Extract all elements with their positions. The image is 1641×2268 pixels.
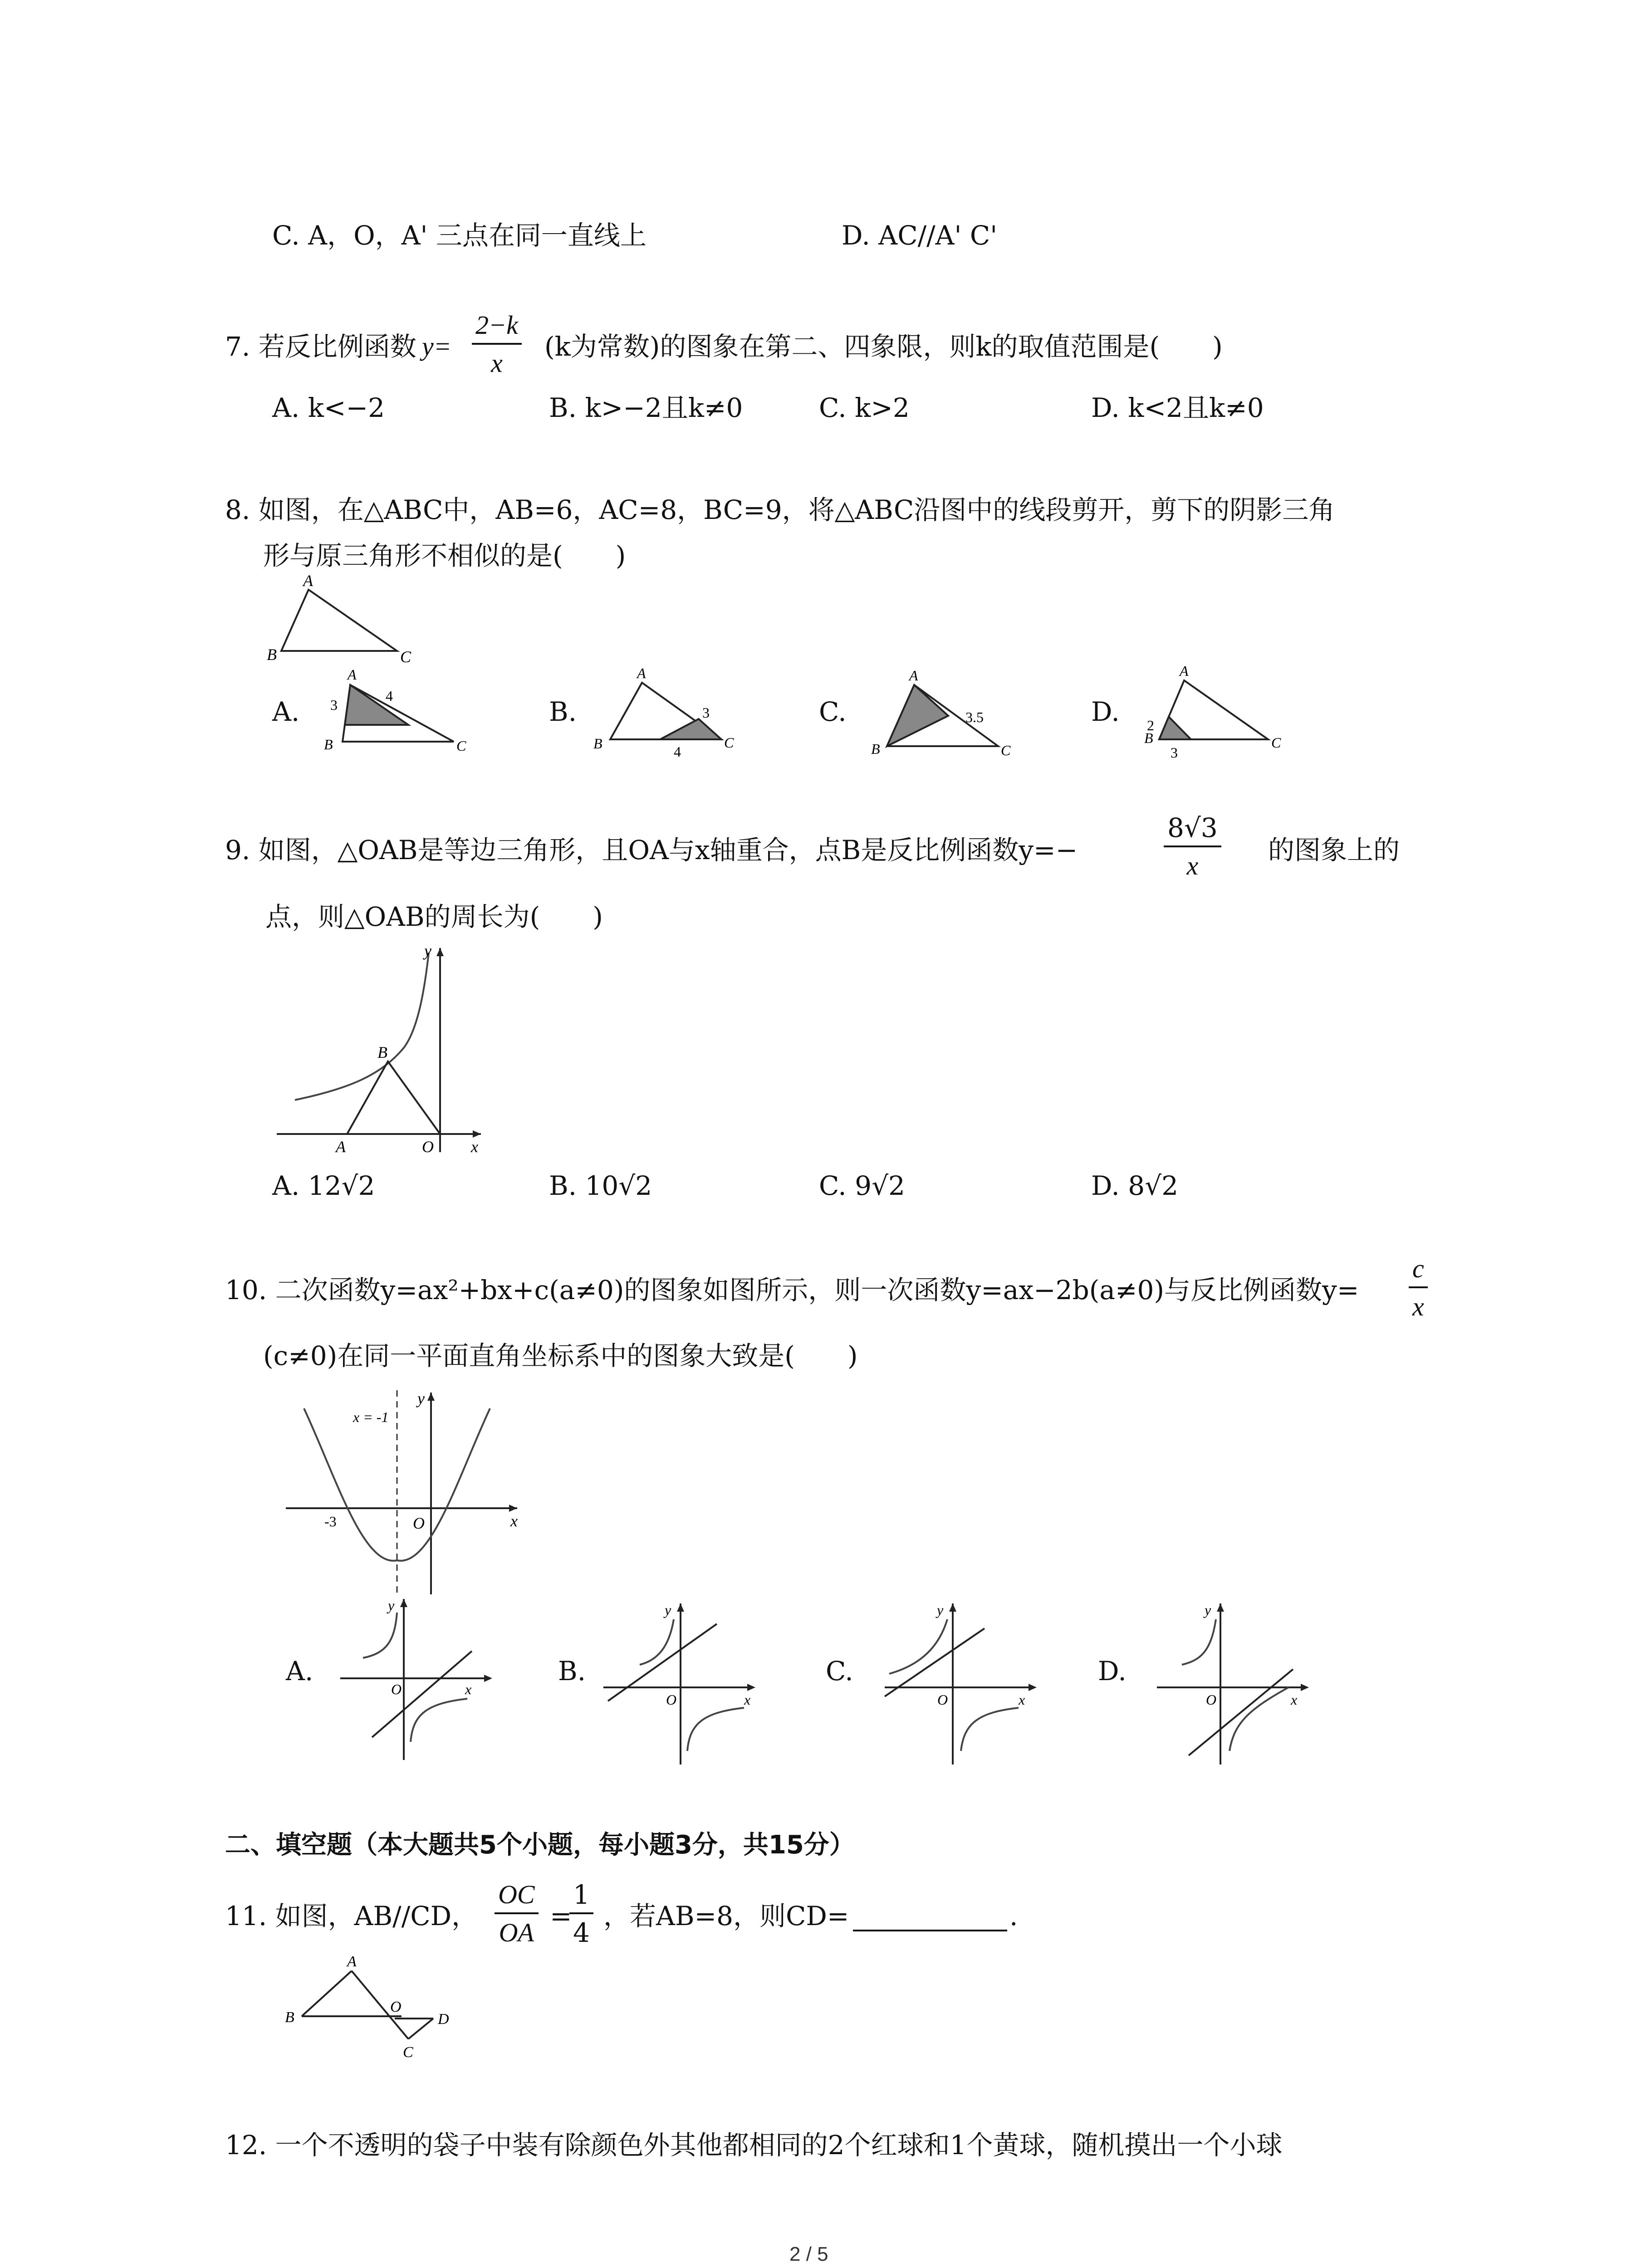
q9-label-o: O <box>422 1138 434 1156</box>
q6-option-d: D. AC//A' C' <box>842 220 998 251</box>
q9-fraction <box>1164 812 1221 880</box>
q11-label-d: D <box>438 2011 449 2028</box>
q8-d-num-3: 3 <box>1171 744 1178 761</box>
q10-stem-a: 10. 二次函数y=ax²+bx+c(a≠0)的图象如图所示，则一次函数y=ax−2b(a≠0)与反比例函数y= <box>225 1275 1359 1305</box>
q10-a-label-x: x <box>465 1681 472 1697</box>
q8-c-num-35: 3.5 <box>965 709 984 725</box>
q10-d-label-x: x <box>1291 1691 1298 1708</box>
q11-figure <box>281 1946 472 2064</box>
q7-stem-y: y= <box>422 332 451 361</box>
q8-label-b: B <box>267 645 277 664</box>
q10-c-label-x: x <box>1019 1691 1025 1708</box>
q8-option-a-figure <box>318 667 472 762</box>
q11-frac1-num: OC <box>495 1882 539 1914</box>
section2-title: 二、填空题（本大题共5个小题，每小题3分，共15分） <box>225 1830 855 1860</box>
q8-b-num-4: 4 <box>674 743 681 760</box>
q8-option-a-label: A. <box>272 696 300 727</box>
q7-fraction <box>472 312 522 376</box>
q8-option-c-label: C. <box>819 696 847 727</box>
q10-label-y: y <box>417 1389 425 1408</box>
q10-label-neg3: -3 <box>324 1513 337 1530</box>
q11-stem-a: 11. 如图，AB//CD， <box>225 1901 478 1931</box>
q9-frac-num: 8√3 <box>1164 815 1221 847</box>
q8-a-num-3: 3 <box>330 697 338 713</box>
q8-a-label-c: C <box>456 738 466 754</box>
q9-stem-line2: 点，则△OAB的周长为( ) <box>265 901 603 932</box>
q7-option-b: B. k>−2且k≠0 <box>549 392 743 423</box>
q8-c-label-c: C <box>1001 742 1011 758</box>
q10-a-label-y: y <box>388 1597 395 1613</box>
q8-a-label-b: B <box>324 736 333 753</box>
q11-answer-blank[interactable] <box>853 1929 1007 1931</box>
q10-label-x: x <box>510 1512 518 1530</box>
q11-fraction-1 <box>495 1882 539 1946</box>
q7-option-a: A. k<−2 <box>272 392 385 423</box>
q9-option-d: D. 8√2 <box>1091 1170 1179 1201</box>
q8-d-num-2: 2 <box>1147 717 1154 733</box>
q11-fraction-2 <box>569 1879 593 1948</box>
q8-option-d-figure <box>1134 662 1302 762</box>
q9-label-b: B <box>377 1043 387 1061</box>
q9-option-b: B. 10√2 <box>549 1170 652 1201</box>
q10-option-c-figure <box>880 1597 1053 1769</box>
q8-d-label-b: B <box>1144 730 1153 746</box>
q8-main-triangle-figure <box>259 572 422 667</box>
q10-fraction <box>1409 1256 1428 1320</box>
q11-label-b: B <box>285 2009 294 2026</box>
q6-option-c: C. A，O，A' 三点在同一直线上 <box>272 220 647 251</box>
q10-b-label-o: O <box>666 1691 677 1708</box>
q10-c-label-o: O <box>937 1691 948 1708</box>
page-number: 2 / 5 <box>789 2243 828 2265</box>
q10-label-axis: x = -1 <box>353 1409 389 1425</box>
q10-frac-num: c <box>1409 1256 1428 1288</box>
q12-stem-line1: 12. 一个不透明的袋子中装有除颜色外其他都相同的2个红球和1个黄球，随机摸出一个小球 <box>225 2130 1283 2160</box>
q10-option-d-label: D. <box>1098 1656 1127 1686</box>
q8-label-c: C <box>400 648 411 666</box>
q8-b-label-b: B <box>593 735 603 752</box>
q10-b-label-y: y <box>665 1602 671 1618</box>
q9-stem-a: 9. 如图，△OAB是等边三角形，且OA与x轴重合，点B是反比例函数y=− <box>225 835 1078 865</box>
q10-label-o: O <box>413 1514 425 1532</box>
q10-frac-den: x <box>1412 1292 1424 1321</box>
q10-b-label-x: x <box>744 1691 751 1708</box>
q10-option-a-figure <box>336 1592 508 1765</box>
q8-d-label-c: C <box>1271 734 1281 751</box>
q11-frac2-den: 4 <box>573 1917 590 1948</box>
q11-stem-end: . <box>1009 1901 1018 1931</box>
q7-stem-a: 7. 若反比例函数 <box>225 331 416 362</box>
q11-label-a: A <box>347 1953 357 1970</box>
q10-d-label-o: O <box>1206 1691 1217 1708</box>
q8-stem-line2: 形与原三角形不相似的是( ) <box>263 540 626 571</box>
q9-label-y: y <box>424 942 431 960</box>
q8-label-a: A <box>303 572 313 590</box>
q10-option-a-label: A. <box>286 1656 314 1686</box>
q8-b-label-c: C <box>724 734 734 751</box>
q8-b-label-a: A <box>637 665 646 681</box>
q10-option-b-figure <box>599 1597 771 1769</box>
q8-b-num-3: 3 <box>702 704 710 721</box>
q9-label-x: x <box>471 1138 478 1156</box>
q10-stem-line2: (c≠0)在同一平面直角坐标系中的图象大致是( ) <box>263 1340 858 1371</box>
q11-stem-b: ，若AB=8，则CD= <box>603 1901 849 1931</box>
q8-option-b-figure <box>590 667 744 762</box>
q11-label-c: C <box>403 2044 413 2061</box>
q11-frac2-num: 1 <box>569 1882 593 1914</box>
q11-frac1-den: OA <box>499 1918 534 1947</box>
q9-option-c: C. 9√2 <box>819 1170 905 1201</box>
q8-d-label-a: A <box>1180 663 1189 679</box>
q8-option-b-label: B. <box>549 696 577 727</box>
q7-option-d: D. k<2且k≠0 <box>1091 392 1264 423</box>
q10-d-label-y: y <box>1205 1602 1211 1618</box>
q11-eq: = <box>550 1901 572 1931</box>
q9-label-a: A <box>336 1138 346 1156</box>
q7-frac-num: 2−k <box>472 312 522 345</box>
q8-a-label-a: A <box>348 666 357 683</box>
q8-c-label-a: A <box>909 667 918 684</box>
q11-label-o: O <box>390 1999 402 2015</box>
q8-option-c-figure <box>862 667 1030 762</box>
q10-parabola-figure <box>281 1386 535 1599</box>
q9-figure <box>268 939 504 1156</box>
q8-option-d-label: D. <box>1091 696 1120 727</box>
q7-frac-den: x <box>491 348 503 378</box>
q10-option-b-label: B. <box>558 1656 586 1686</box>
q10-option-d-figure <box>1152 1597 1325 1769</box>
q8-c-label-b: B <box>871 741 880 757</box>
q10-a-label-o: O <box>391 1681 402 1697</box>
q8-a-num-4: 4 <box>386 688 393 704</box>
q9-option-a: A. 12√2 <box>272 1170 375 1201</box>
q9-frac-den: x <box>1186 851 1199 880</box>
q8-stem-line1: 8. 如图，在△ABC中，AB=6，AC=8，BC=9，将△ABC沿图中的线段剪开，剪下的阴影三角 <box>225 494 1335 525</box>
q7-stem-b: (k为常数)的图象在第二、四象限，则k的取值范围是( ) <box>544 331 1223 362</box>
q9-stem-b: 的图象上的 <box>1268 835 1400 865</box>
q10-option-c-label: C. <box>826 1656 853 1686</box>
q7-option-c: C. k>2 <box>819 392 910 423</box>
q10-c-label-y: y <box>937 1602 944 1618</box>
